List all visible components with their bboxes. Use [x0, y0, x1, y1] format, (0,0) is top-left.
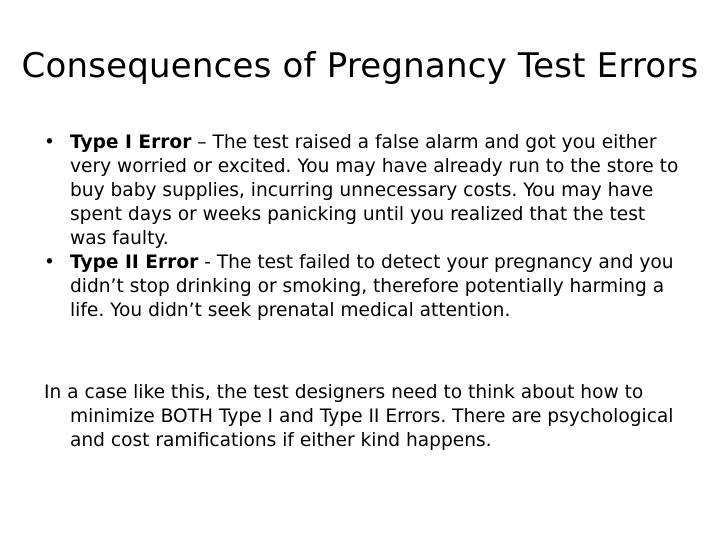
closing-paragraph: In a case like this, the test designers need to think about how to minimize BOTH Type I and Type II Errors. There are psychological and cost ramifications if either kind happens.: [44, 382, 674, 451]
slide-title: Consequences of Pregnancy Test Errors: [21, 46, 699, 86]
bullet-type-2-error: [44, 251, 684, 323]
bullet-list: [44, 131, 684, 323]
bullet-term: Type I Error: [70, 132, 192, 153]
bullet-text: The test failed to detect your pregnancy and you didn’t stop drinking or smoking, therefore potentially harming a life. You didn’t seek prenatal medical attention.: [70, 252, 674, 321]
bullet-term: Type II Error: [70, 252, 199, 273]
bullet-separator: –: [191, 132, 213, 153]
bullet-type-1-error: [44, 131, 684, 251]
bullet-marker: •: [44, 252, 55, 273]
bullet-separator: -: [198, 252, 217, 273]
bullet-marker: •: [44, 132, 55, 153]
bullet-text: The test raised a false alarm and got you either very worried or excited. You may have already run to the store to buy baby supplies, incurring unnecessary costs. You may have spent days or weeks panicking until you realized that the test was faulty.: [70, 132, 679, 249]
